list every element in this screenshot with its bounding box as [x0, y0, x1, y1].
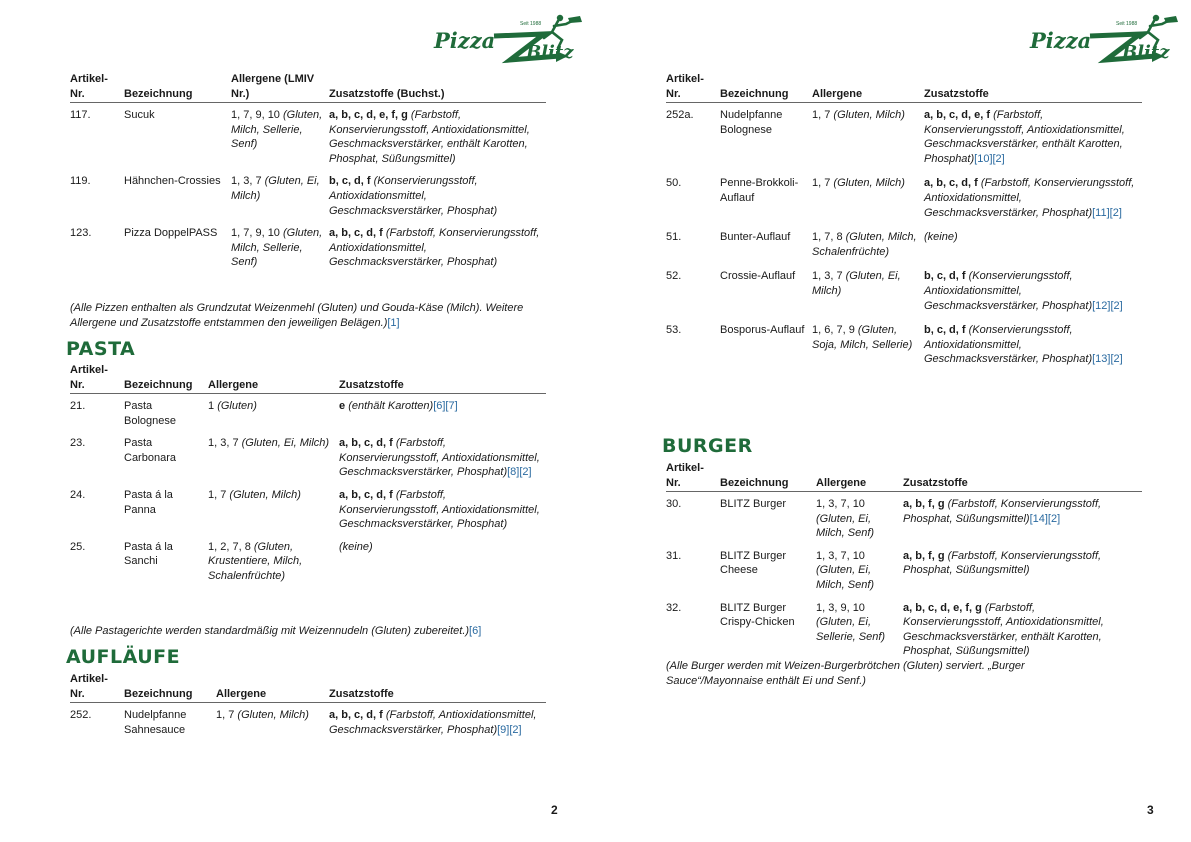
cell-article-nr	[70, 226, 124, 270]
article-nr: 23.	[70, 437, 86, 450]
allergen-names: (Gluten, Milch)	[833, 177, 905, 190]
pasta-allergen-table	[70, 363, 546, 584]
cell-additives	[924, 108, 1142, 166]
additive-codes: a, b, f, g	[903, 498, 945, 510]
pizza-note	[70, 301, 540, 331]
logo-blitz-text: Blitz	[1122, 42, 1170, 63]
cell-article-nr	[666, 497, 720, 541]
allergen-names: (Gluten, Ei, Milch)	[241, 437, 330, 450]
table-row	[70, 540, 546, 584]
allergen-names: (Gluten, Soja, Milch, Sellerie)	[812, 324, 913, 351]
allergen-codes: 1, 7, 9, 10	[231, 109, 280, 121]
allergen-names: (Gluten, Ei, Milch)	[231, 175, 320, 202]
cell-allergens	[208, 436, 339, 480]
cell-allergens	[812, 323, 924, 367]
allergen-names: (Gluten, Milch, Schalenfrüchte)	[812, 231, 917, 258]
footnote-link[interactable]: [1]	[387, 317, 400, 329]
footnote-link[interactable]: [12][2]	[1092, 299, 1123, 312]
additive-codes: b, c, d, f	[329, 175, 371, 188]
additive-codes: a, b, c, d, f	[924, 177, 978, 190]
allergen-codes: 1, 7	[216, 709, 235, 721]
header-allergens: Allergene	[216, 688, 267, 700]
table-row	[70, 399, 546, 428]
table-row	[666, 601, 1142, 659]
table-row	[70, 708, 546, 737]
table-header	[70, 72, 546, 103]
table-row	[666, 497, 1142, 541]
item-name: Bosporus-Auflauf	[720, 324, 805, 337]
cell-additives	[339, 436, 546, 480]
allergen-names: (Gluten, Ei, Milch, Senf)	[816, 564, 875, 591]
cell-name	[720, 108, 812, 166]
article-nr: 53.	[666, 324, 682, 337]
cell-article-nr	[666, 108, 720, 166]
allergen-names: (Gluten, Milch)	[229, 488, 301, 501]
allergen-codes: 1, 7	[812, 177, 831, 190]
cell-allergens	[231, 108, 329, 166]
cell-additives	[329, 108, 546, 166]
header-allergens: Allergene	[812, 88, 863, 100]
table-header	[70, 672, 546, 703]
cell-article-nr	[70, 708, 124, 737]
additive-names: (Farbstoff, Konservierungsstoff, Antioxidationsmittel, Geschmacksverstärker, enthält Karotten, Phosphat, Süßungsmittel)	[329, 109, 530, 165]
cell-article-nr	[70, 108, 124, 166]
header-allergens: Allergene	[816, 477, 867, 489]
cell-name	[124, 399, 208, 428]
footnote-link[interactable]: [6][7]	[433, 400, 458, 412]
additive-names: (Farbstoff, Konservierungsstoff, Phosphat, Süßungsmittel)	[903, 498, 1102, 525]
additive-names: (Farbstoff, Konservierungsstoff, Antioxidationsmittel, Geschmacksverstärker, Phosphat)	[329, 227, 540, 269]
header-additives: Zusatzstoffe	[339, 379, 404, 391]
cell-article-nr	[70, 174, 124, 218]
item-name: BLITZ Burger	[720, 498, 787, 510]
cell-article-nr	[70, 540, 124, 584]
table-header	[666, 461, 1142, 492]
cell-name	[124, 436, 208, 480]
cell-article-nr	[70, 488, 124, 532]
allergen-names: (Gluten, Milch)	[833, 109, 905, 121]
additive-codes: a, b, c, d, f	[329, 227, 383, 240]
footnote-link[interactable]: [13][2]	[1092, 353, 1123, 366]
cell-article-nr	[70, 436, 124, 480]
table-row	[666, 230, 1142, 259]
allergen-names: (Gluten)	[217, 400, 257, 412]
footnote-link[interactable]: [11][2]	[1092, 206, 1122, 219]
table-body	[666, 497, 1142, 659]
cell-allergens	[231, 226, 329, 270]
article-nr: 31.	[666, 549, 682, 562]
allergen-names: (Gluten, Milch, Sellerie, Senf)	[231, 227, 323, 269]
table-row	[666, 549, 1142, 593]
table-body	[70, 108, 546, 270]
logo-pizza-text: Pizza	[1030, 28, 1092, 53]
additive-names: (Konservierungsstoff, Antioxidationsmittel, Geschmacksverstärker, Phosphat)	[329, 175, 498, 217]
pasta-note	[70, 624, 550, 639]
cell-additives	[924, 176, 1142, 220]
additive-names: (Konservierungsstoff, Antioxidationsmittel, Geschmacksverstärker, Phosphat)	[924, 270, 1093, 312]
article-nr: 30.	[666, 498, 682, 510]
pasta-note-text: (Alle Pastagerichte werden standardmäßig mit Weizennudeln (Gluten) zubereitet.)	[70, 625, 470, 637]
cell-allergens	[812, 176, 924, 220]
header-additives: Zusatzstoffe	[924, 88, 989, 100]
table-row	[70, 436, 546, 480]
additive-codes: a, b, c, d, f	[339, 488, 393, 501]
article-nr: 123.	[70, 227, 92, 240]
additive-codes: e	[339, 400, 346, 412]
cell-name	[124, 174, 231, 218]
footnote-link[interactable]: [8][2]	[507, 466, 532, 479]
pizza-allergen-table	[70, 72, 546, 270]
additive-names: (Konservierungsstoff, Antioxidationsmittel, Geschmacksverstärker, Phosphat)	[924, 324, 1093, 366]
cell-name	[124, 108, 231, 166]
logo-pizza-text: Pizza	[434, 28, 496, 53]
table-row	[666, 108, 1142, 166]
additive-codes: a, b, f, g	[903, 549, 945, 562]
pizza-note-text: (Alle Pizzen enthalten als Grundzutat Weizenmehl (Gluten) und Gouda-Käse (Milch). Weitere Allergene und Zusatzstoffe entstammen den jeweiligen Belägen.)	[70, 302, 524, 329]
cell-article-nr	[666, 269, 720, 313]
cell-additives	[903, 549, 1142, 593]
cell-name	[720, 230, 812, 259]
cell-name	[720, 176, 812, 220]
allergen-codes: 1, 7, 8	[812, 231, 843, 244]
header-nr: Artikel-Nr.	[70, 364, 108, 391]
table-row	[70, 174, 546, 218]
allergen-codes: 1, 3, 7, 10	[816, 549, 865, 562]
table-header	[70, 363, 546, 394]
header-name: Bezeichnung	[720, 88, 789, 100]
header-nr: Artikel-Nr.	[70, 73, 108, 100]
allergen-codes: 1, 3, 7	[208, 437, 239, 450]
item-name: Pasta á la Sanchi	[124, 540, 173, 568]
article-nr: 24.	[70, 488, 86, 501]
cell-allergens	[812, 108, 924, 166]
allergen-codes: 1, 3, 9, 10	[816, 601, 865, 614]
article-nr: 117.	[70, 109, 91, 121]
allergen-names: (Gluten, Krustentiere, Milch, Schalenfrüchte)	[208, 540, 303, 582]
header-name: Bezeichnung	[124, 88, 193, 100]
header-additives: Zusatzstoffe	[329, 688, 394, 700]
cell-allergens	[231, 174, 329, 218]
header-allergens: Allergene (LMIV Nr.)	[231, 73, 315, 100]
cell-additives	[924, 323, 1142, 367]
cell-name	[720, 549, 816, 593]
header-additives: Zusatzstoffe (Buchst.)	[329, 88, 445, 100]
logo-since-text: Seit 1988	[1116, 21, 1138, 27]
article-nr: 32.	[666, 601, 682, 614]
cell-additives	[339, 540, 546, 584]
allergen-codes: 1, 7, 9, 10	[231, 227, 280, 240]
additive-codes: b, c, d, f	[924, 324, 966, 337]
cell-name	[720, 601, 816, 659]
item-name: Pizza DoppelPASS	[124, 227, 218, 240]
cell-name	[124, 708, 216, 737]
additive-names: (keine)	[339, 540, 373, 553]
cell-name	[720, 323, 812, 367]
item-name: Bunter-Auflauf	[720, 231, 791, 244]
section-title-auflaeufe: AUFLÄUFE	[66, 646, 181, 668]
allergen-codes: 1, 7	[812, 109, 831, 121]
page-number: 2	[551, 803, 558, 817]
cell-allergens	[816, 601, 903, 659]
cell-additives	[924, 269, 1142, 313]
additive-codes: b, c, d, f	[924, 270, 966, 283]
cell-name	[124, 488, 208, 532]
allergen-codes: 1, 3, 7	[231, 175, 262, 188]
header-nr: Artikel-Nr.	[70, 673, 108, 700]
cell-name	[124, 540, 208, 584]
footnote-link[interactable]: [9][2]	[497, 723, 522, 736]
cell-allergens	[208, 488, 339, 532]
table-row	[70, 488, 546, 532]
item-name: Hähnchen-Crossies	[124, 175, 221, 188]
cell-allergens	[816, 497, 903, 541]
cell-name	[124, 226, 231, 270]
cell-additives	[339, 488, 546, 532]
additive-codes: a, b, c, d, e, f, g	[329, 109, 408, 121]
cell-additives	[903, 497, 1142, 541]
cell-allergens	[216, 708, 329, 737]
cell-allergens	[812, 230, 924, 259]
header-nr: Artikel-Nr.	[666, 73, 704, 100]
item-name: Pasta Carbonara	[124, 437, 176, 464]
item-name: Nudelpfanne Sahnesauce	[124, 709, 187, 736]
cell-name	[720, 269, 812, 313]
article-nr: 52.	[666, 270, 682, 283]
item-name: Pasta Bolognese	[124, 400, 176, 427]
additive-names: (Farbstoff, Konservierungsstoff, Phosphat, Süßungsmittel)	[903, 549, 1102, 577]
cell-additives	[339, 399, 546, 428]
footnote-link[interactable]: [14][2]	[1029, 512, 1061, 525]
article-nr: 119.	[70, 175, 91, 188]
table-row	[666, 269, 1142, 313]
logo-since-text: Seit 1988	[520, 21, 542, 27]
cell-article-nr	[666, 176, 720, 220]
additive-names: (Farbstoff, Konservierungsstoff, Antioxidationsmittel, Geschmacksverstärker, Phosphat)	[339, 488, 540, 531]
header-name: Bezeichnung	[720, 477, 789, 489]
table-row	[70, 108, 546, 166]
allergen-codes: 1, 6, 7, 9	[812, 324, 855, 337]
header-additives: Zusatzstoffe	[903, 477, 968, 489]
header-nr: Artikel-Nr.	[666, 462, 704, 489]
item-name: BLITZ Burger Cheese	[720, 549, 787, 577]
article-nr: 21.	[70, 400, 86, 412]
page-3	[596, 0, 1191, 842]
cell-additives	[329, 174, 546, 218]
article-nr: 252.	[70, 709, 92, 721]
additive-codes: a, b, c, d, f	[339, 437, 393, 450]
allergen-names: (Gluten, Ei, Milch)	[812, 270, 901, 297]
article-nr: 25.	[70, 540, 86, 553]
cell-allergens	[208, 540, 339, 584]
article-nr: 51.	[666, 231, 682, 244]
pizza-blitz-logo	[432, 12, 584, 70]
cell-article-nr	[666, 323, 720, 367]
cell-allergens	[208, 399, 339, 428]
cell-article-nr	[666, 230, 720, 259]
additive-codes: a, b, c, d, e, f	[924, 109, 991, 121]
cell-additives	[329, 708, 546, 737]
auflauf-allergen-table	[70, 672, 546, 737]
cell-article-nr	[666, 601, 720, 659]
allergen-names: (Gluten, Milch)	[237, 709, 309, 721]
item-name: Pasta á la Panna	[124, 488, 173, 516]
additive-names: (Farbstoff, Antioxidationsmittel, Geschmacksverstärker, Phosphat)	[329, 709, 537, 736]
table-body	[70, 708, 546, 737]
allergen-codes: 1, 3, 7, 10	[816, 498, 865, 510]
header-name: Bezeichnung	[124, 688, 193, 700]
footnote-link[interactable]: [6]	[469, 625, 482, 637]
allergen-names: (Gluten, Milch, Sellerie, Senf)	[231, 109, 323, 151]
allergen-codes: 1	[208, 400, 215, 412]
header-allergens: Allergene	[208, 379, 259, 391]
table-row	[666, 176, 1142, 220]
table-row	[666, 323, 1142, 367]
cell-allergens	[812, 269, 924, 313]
additive-names: (Farbstoff, Konservierungsstoff, Antioxidationsmittel, Geschmacksverstärker, Phosphat)	[339, 437, 540, 479]
additive-names: (enthält Karotten)	[348, 400, 434, 412]
table-body	[666, 108, 1142, 367]
cell-additives	[903, 601, 1142, 659]
cell-allergens	[816, 549, 903, 593]
additive-codes: a, b, c, d, e, f, g	[903, 601, 982, 614]
allergen-names: (Gluten, Ei, Milch, Senf)	[816, 512, 875, 540]
item-name: Crossie-Auflauf	[720, 270, 796, 283]
pizza-blitz-logo	[1028, 12, 1180, 70]
additive-names: (Farbstoff, Konservierungsstoff, Antioxidationsmittel, Geschmacksverstärker, enthält Karotten, Phosphat)	[924, 109, 1125, 165]
item-name: Nudelpfanne Bolognese	[720, 109, 783, 136]
cell-additives	[329, 226, 546, 270]
cell-article-nr	[70, 399, 124, 428]
item-name: BLITZ Burger Crispy-Chicken	[720, 601, 795, 629]
allergen-names: (Gluten, Ei, Sellerie, Senf)	[816, 616, 886, 643]
allergen-codes: 1, 7	[208, 488, 227, 501]
item-name: Sucuk	[124, 109, 155, 121]
logo-blitz-text: Blitz	[526, 42, 574, 63]
page-2	[0, 0, 595, 842]
allergen-codes: 1, 2, 7, 8	[208, 540, 251, 553]
page-number: 3	[1147, 803, 1154, 817]
burger-note: (Alle Burger werden mit Weizen-Burgerbrötchen (Gluten) serviert. „Burger Sauce“/Mayonnaise enthält Ei und Senf.)	[666, 660, 1025, 687]
item-name: Penne-Brokkoli-Auflauf	[720, 177, 799, 204]
table-header	[666, 72, 1142, 103]
table-body	[70, 399, 546, 584]
article-nr: 252a.	[666, 109, 694, 121]
header-name: Bezeichnung	[124, 379, 193, 391]
additive-names: (Farbstoff, Konservierungsstoff, Antioxidationsmittel, Geschmacksverstärker, Phosphat)	[924, 177, 1135, 219]
footnote-link[interactable]: [10][2]	[974, 152, 1005, 165]
additive-names: (keine)	[924, 231, 958, 244]
additive-names: (Farbstoff, Konservierungsstoff, Antioxidationsmittel, Geschmacksverstärker, enthält Karotten, Phosphat, Süßungsmittel)	[903, 601, 1104, 658]
allergen-codes: 1, 3, 7	[812, 270, 843, 283]
cell-name	[720, 497, 816, 541]
burger-allergen-table	[666, 461, 1142, 659]
table-row	[70, 226, 546, 270]
additive-codes: a, b, c, d, f	[329, 709, 383, 721]
section-title-pasta: PASTA	[66, 338, 136, 360]
section-title-burger: BURGER	[662, 435, 753, 457]
auflauf-allergen-table-continued	[666, 72, 1142, 367]
article-nr: 50.	[666, 177, 682, 190]
cell-additives	[924, 230, 1142, 259]
cell-article-nr	[666, 549, 720, 593]
